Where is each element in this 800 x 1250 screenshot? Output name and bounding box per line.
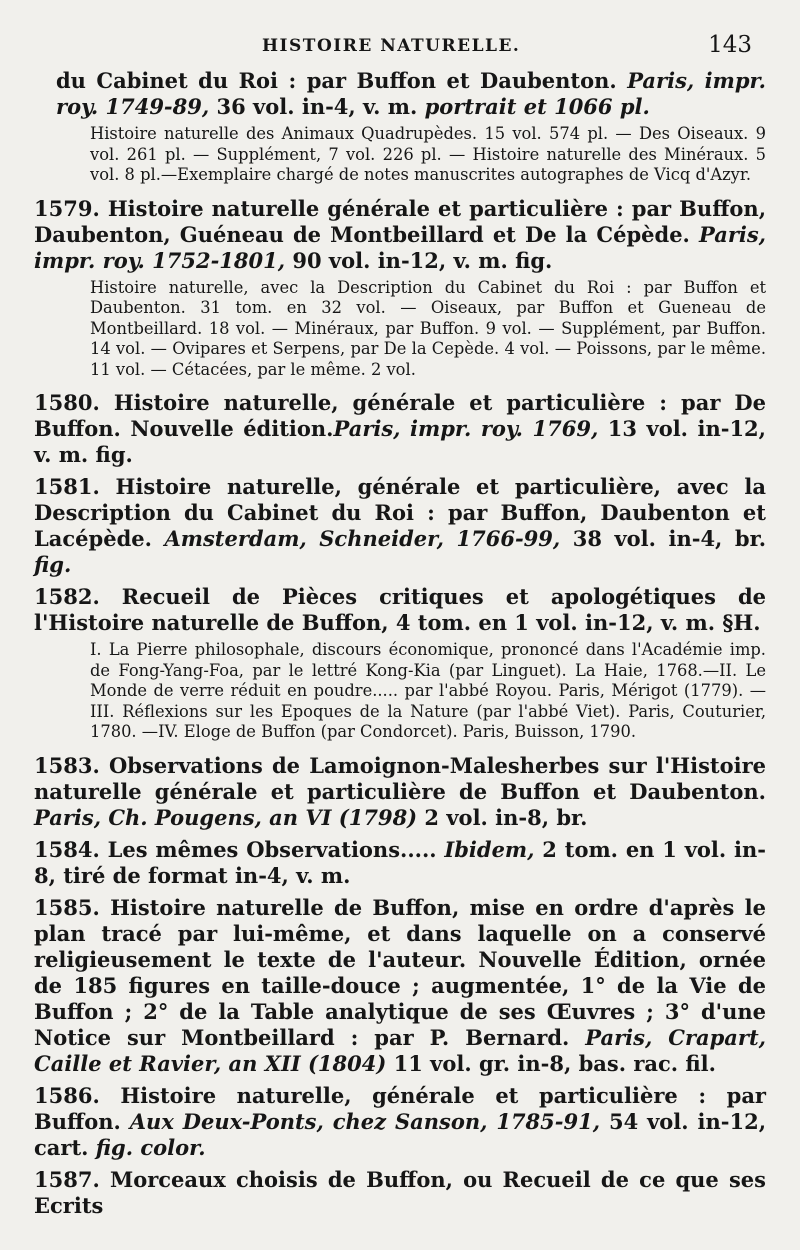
entry-text: 1586. Histoire naturelle, générale et particulière : par Buffon. Aux Deux-Ponts, chez Sanson, 1785-91, 54 vol. in-12, cart. fig. color. <box>34 1082 767 1160</box>
running-title: HISTOIRE NATURELLE. <box>262 36 521 56</box>
entry-note: I. La Pierre philosophale, discours économique, prononcé dans l'Académie imp. de Fong-Yang-Foa, par le lettré Kong-Kia (par Linguet). La Haie, 1768.—II. Le Monde de verre réduit en poudre..... par l'abbé Royou. Paris, Mérigot (1779). — III. Réflexions sur les Epoques de la Nature (par l'abbé Viet). Paris, Couturier, 1780. —IV. Eloge de Buffon (par Condorcet). Paris, Buisson, 1790. <box>90 640 766 741</box>
entry-number: 1586. <box>34 1082 100 1108</box>
entry-number: 1579. <box>34 195 100 221</box>
catalog-entry <box>34 474 766 578</box>
catalog-entry <box>34 753 766 831</box>
catalog-entry <box>34 1167 766 1219</box>
entry-number: 1585. <box>34 894 100 920</box>
catalog-entry <box>34 68 766 186</box>
entry-number: 1582. <box>34 584 100 609</box>
entry-note: Histoire naturelle des Animaux Quadrupèdes. 15 vol. 574 pl. — Des Oiseaux. 9 vol. 261 pl. — Supplément, 7 vol. 226 pl. — Histoire naturelle des Minéraux. 5 vol. 8 pl.—Exemplaire chargé de notes manuscrites autographes de Vicq d'Azyr. <box>90 124 766 184</box>
entry-note: Histoire naturelle, avec la Description du Cabinet du Roi : par Buffon et Daubenton. 31 tom. en 32 vol. — Oiseaux, par Buffon et Gueneau de Montbeillard. 18 vol. — Minéraux, par Buffon. 9 vol. — Supplément, par Buffon. 14 vol. — Ovipares et Serpens, par De la Cepède. 4 vol. — Poissons, par le même. 11 vol. — Cétacées, par le même. 2 vol. <box>90 277 766 379</box>
entry-text: 1580. Histoire naturelle, générale et particulière : par De Buffon. Nouvelle édition.Paris, impr. roy. 1769, 13 vol. in-12, v. m. fig. <box>34 390 766 467</box>
entry-text: du Cabinet du Roi : par Buffon et Daubenton. Paris, impr. roy. 1749-89, 36 vol. in-4, v. m. portrait et 1066 pl. <box>56 68 766 119</box>
entry-text: 1579. Histoire naturelle générale et particulière : par Buffon, Daubenton, Guéneau de Montbeillard et De la Cépède. Paris, impr. roy. 1752-1801, 90 vol. in-12, v. m. fig. <box>34 195 767 273</box>
entry-number: 1583. <box>34 752 100 778</box>
catalog-entry <box>34 1083 766 1161</box>
catalog-entry <box>34 837 766 889</box>
entry-text: 1587. Morceaux choisis de Buffon, ou Recueil de ce que ses Ecrits <box>34 1166 766 1218</box>
page-header <box>34 28 766 68</box>
entry-text: 1585. Histoire naturelle de Buffon, mise en ordre d'après le plan tracé par lui-même, et dans laquelle on a conservé religieusement le texte de l'auteur. Nouvelle Édition, ornée de 185 figures en taille-douce ; augmentée, 1° de la Vie de Buffon ; 2° de la Table analytique de ses Œuvres ; 3° d'une Notice sur Montbeillard : par P. Bernard. Paris, Crapart, Caille et Ravier, an XII (1804) 11 vol. gr. in-8, bas. rac. fil. <box>34 894 767 1076</box>
page <box>34 28 766 1219</box>
entry-number: 1581. <box>34 474 100 499</box>
entry-text: 1584. Les mêmes Observations..... Ibidem, 2 tom. en 1 vol. in-8, tiré de format in-4, v. m. <box>34 836 767 888</box>
catalog-entry <box>34 196 766 381</box>
entry-text: 1583. Observations de Lamoignon-Malesherbes sur l'Histoire naturelle générale et particulière de Buffon et Daubenton. Paris, Ch. Pougens, an VI (1798) 2 vol. in-8, br. <box>34 752 766 830</box>
entry-number: 1587. <box>34 1166 100 1192</box>
entry-text: 1582. Recueil de Pièces critiques et apologétiques de l'Histoire naturelle de Buffon, 4 tom. en 1 vol. in-12, v. m. §H. <box>34 584 766 635</box>
catalog-entry <box>34 584 766 743</box>
page-number: 143 <box>708 32 752 58</box>
entry-number: 1584. <box>34 836 100 862</box>
catalog-entry <box>34 390 766 468</box>
catalog-entry <box>34 895 766 1077</box>
entry-number: 1580. <box>34 390 100 415</box>
entry-text: 1581. Histoire naturelle, générale et particulière, avec la Description du Cabinet du Roi : par Buffon, Daubenton et Lacépède. Amsterdam, Schneider, 1766-99, 38 vol. in-4, br. fig. <box>34 474 767 577</box>
